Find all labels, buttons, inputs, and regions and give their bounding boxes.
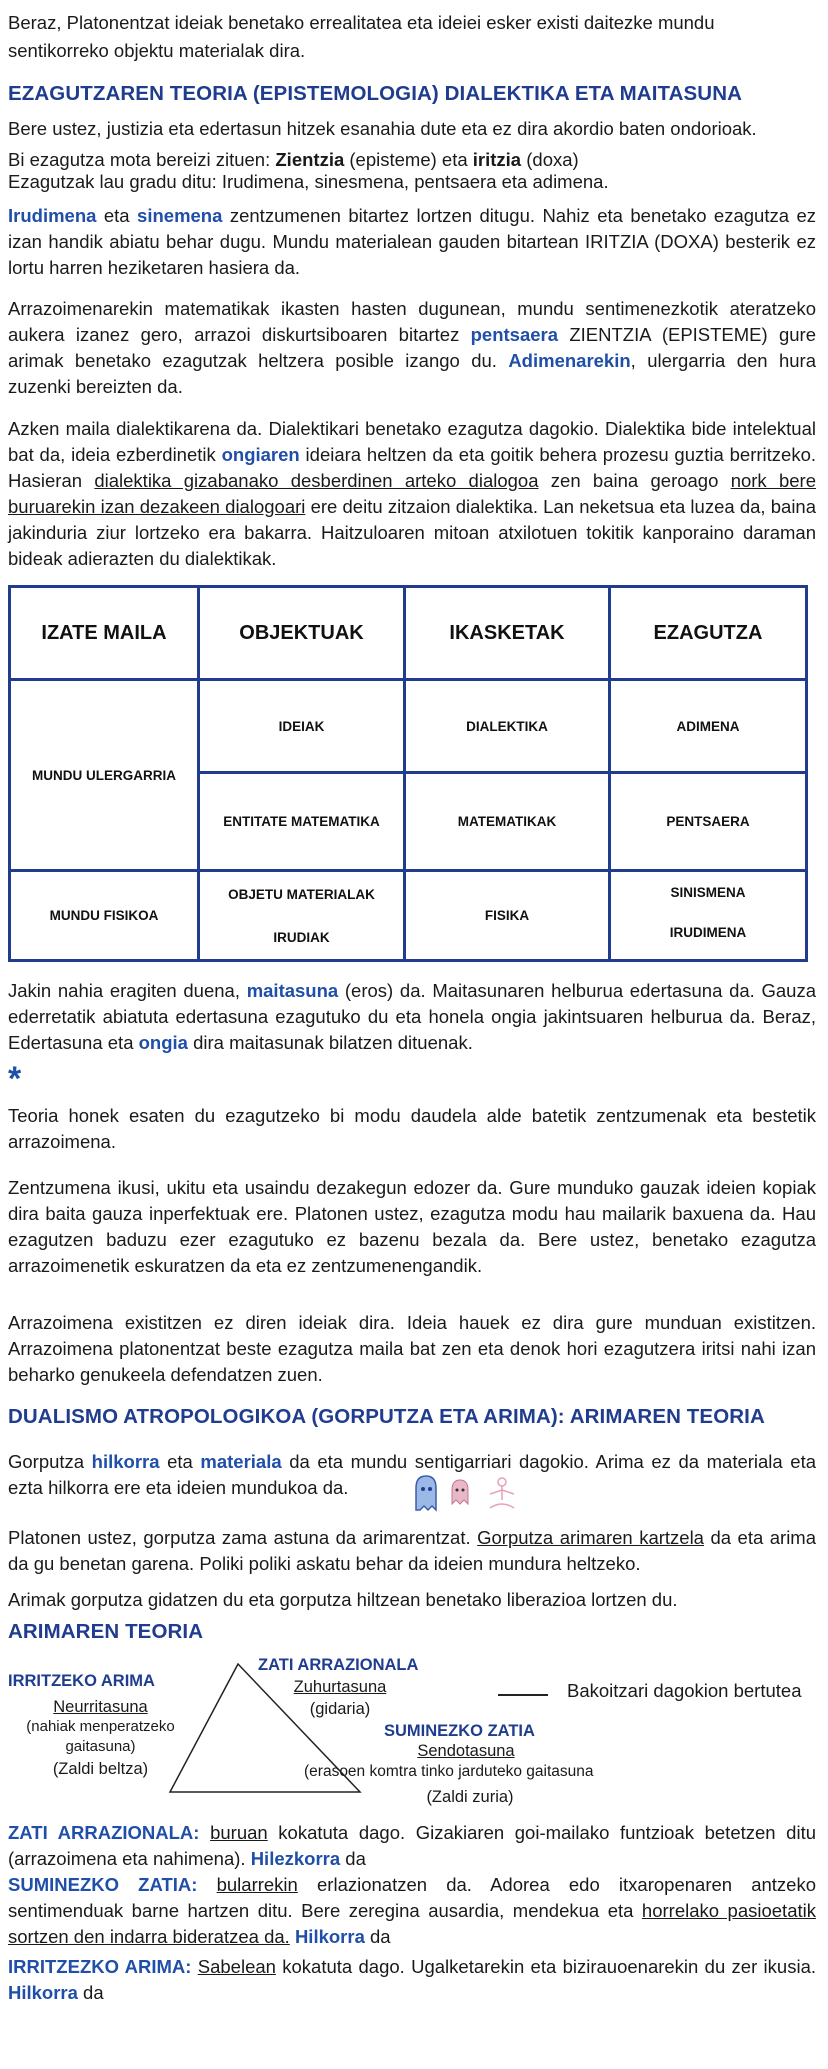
zaldi-beltza-label: (Zaldi beltza): [52, 1760, 149, 1778]
table-header: IKASKETAK: [449, 621, 565, 644]
gorputza-paragraph: Gorputza hilkorra eta materiala da eta mundu sentigarriari dagokio. Arima ez da materiala eta ezta hilkorra ere eta ideien mundukoa da.: [8, 1451, 816, 1498]
table-cell: MUNDU FISIKOA: [49, 908, 159, 923]
table-cell: ADIMENA: [676, 718, 740, 734]
suminezko-zatia-label: SUMINEZKO ZATIA: [384, 1722, 535, 1740]
zuhurtasuna-label: Zuhurtasuna: [293, 1678, 387, 1696]
ghost-icon: [416, 1476, 436, 1510]
table-cell: MUNDU ULERGARRIA: [32, 767, 176, 783]
justice-paragraph: Bere ustez, justizia eta edertasun hitzek esanahia dute eta ez dira akordio baten ondorioak.: [8, 118, 757, 139]
nahiak-label: (nahiak menperatzeko: [26, 1718, 175, 1735]
knowledge-levels-table: [8, 585, 808, 962]
intro-line-2: sentikorreko objektu materialak dira.: [8, 40, 306, 61]
table-header: EZAGUTZA: [653, 621, 763, 644]
table-cell: IRUDIAK: [273, 930, 330, 945]
table-cell: IDEIAK: [278, 718, 325, 734]
zati-arrazionala-paragraph: ZATI ARRAZIONALA: buruan kokatuta dago. Gizakiaren goi-mailako funtzioak betetzen ditu (arrazoimena eta nahimena). Hilezkorra da: [8, 1822, 817, 1869]
epistemology-heading: EZAGUTZAREN TEORIA (EPISTEMOLOGIA) DIALEKTIKA ETA MAITASUNA: [8, 82, 742, 105]
neurritasuna-label: Neurritasuna: [53, 1698, 148, 1716]
table-cell: PENTSAERA: [666, 814, 750, 829]
suminezko-zatia-paragraph: SUMINEZKO ZATIA: bularrekin erlazionatzen da. Adorea edo itxaropenaren antzeko sentimenduak barne hartzen ditu. Bere zeregina ausardia, mendekua eta horrelako pasioetatik sortzen den indarra bideratzea da. Hilkorra da: [8, 1874, 817, 1947]
asterisk-mark: *: [8, 1060, 22, 1098]
knowledge-types-line: Bi ezagutza mota bereizi zituen: Zientzia (episteme) eta iritzia (doxa): [8, 149, 579, 170]
dualismo-heading: DUALISMO ATROPOLOGIKOA (GORPUTZA ETA ARIMA): ARIMAREN TEORIA: [8, 1405, 765, 1428]
pink-ghost-icon: [452, 1480, 468, 1504]
bertutea-label: Bakoitzari dagokion bertutea: [567, 1680, 802, 1701]
table-cell: MATEMATIKAK: [457, 814, 557, 829]
irritzeko-arima-label: IRRITZEKO ARIMA: [8, 1672, 155, 1690]
irudimena-paragraph: Irudimena eta sinemena zentzumenen bitartez lortzen ditugu. Nahiz eta benetako ezagutza ez izan handik abiatu behar dugu. Mundu materialean gauden bitartean IRITZIA (DOXA) besterik ez lortu harren heziketaren hasiera da.: [8, 205, 816, 278]
table-cell: SINISMENA: [670, 884, 746, 900]
kartzela-paragraph: Platonen ustez, gorputza zama astuna da arimarentzat. Gorputza arimaren kartzela da eta arima da gu benetan garena. Poliki poliki askatu behar da ideien mundura heltzeko.: [8, 1527, 817, 1574]
theory-paragraph-3: Arrazoimena existitzen ez diren ideiak dira. Ideia hauek ez dira gure munduan existitzen. Arrazoimena platonentzat beste ezagutza maila bat zen eta denok hori ezagutzera iritsi nahi izan beharko genukeela defendatzen zuen.: [8, 1312, 816, 1385]
table-header: IZATE MAILA: [41, 621, 167, 644]
table-header: OBJEKTUAK: [239, 621, 364, 644]
zati-arrazionala-label: ZATI ARRAZIONALA: [258, 1656, 419, 1674]
liberazioa-line: Arimak gorputza gidatzen du eta gorputza hiltzean benetako liberazioa lortzen du.: [8, 1589, 678, 1610]
intro-line-1: Beraz, Platonentzat ideiak benetako errealitatea eta ideiei esker existi daitezke mundu: [8, 12, 715, 33]
table-cell: IRUDIMENA: [669, 924, 747, 940]
maitasuna-paragraph: Jakin nahia eragiten duena, maitasuna (eros) da. Maitasunaren helburua edertasuna da. Gauza ederretatik abiatuta edertasuna ezagutuko du eta honela ongia jakintsuaren helburua da. Beraz, Edertasuna eta ongia dira maitasunak bilatzen dituenak.: [8, 980, 817, 1053]
irritzezko-arima-paragraph: IRRITZEZKO ARIMA: Sabelean kokatuta dago. Ugalketarekin eta bizirauoenarekin du zer ikusia. Hilkorra da: [8, 1956, 816, 2003]
erasoen-label: (erasoen komtra tinko jarduteko gaitasuna: [304, 1763, 594, 1780]
table-cell: FISIKA: [484, 908, 530, 923]
zaldi-zuria-label: (Zaldi zuria): [426, 1788, 514, 1806]
pentsaera-paragraph: Arrazoimenarekin matematikak ikasten hasten dugunean, mundu sentimenezkotik ateratzeko aukera izanez gero, arrazoi diskurtsiboaren bitartez pentsaera ZIENTZIA (EPISTEME) gure arimak benetako ezagutzak heltzera posible izango du. Adimenarekin, ulergarria den hura zuzenki bereizten da.: [8, 298, 816, 397]
theory-paragraph-2: Zentzumena ikusi, ukitu eta usaindu dezakegun edozer da. Gure munduko gauzak ideien kopiak dira baita gauza inperfektuak ere. Platonen ustez, ezagutza modu hau mailarik baxuena da. Hau ezagutzen baduzu ezer ezagutuko ez bazenu bezala da. Bere ustez, benetako ezagutza arrazoimenetik eskuratzen da eta ez zentzumenengandik.: [8, 1177, 816, 1276]
dialektika-paragraph: Azken maila dialektikarena da. Dialektikari benetako ezagutza dagokio. Dialektika bide intelektual bat da, ideia ezberdinetik ongiaren ideiara heltzen da eta goitik behera prozesu guztia berritzeko. Hasieran dialektika gizabanako desberdinen arteko dialogoa zen baina geroago nork bere buruarekin izan dezakeen dialogoari ere deitu zitzaion dialektika. Lan neketsua eta luzea da, baina jakinduria ziur lortzeko era bakarra. Haitzuloaren mitoan atxilotuen tokitik kanporaino daraman bideak adierazten du dialektikak.: [8, 418, 817, 569]
gaitasuna-label: gaitasuna): [65, 1738, 136, 1755]
divider-line: [498, 1694, 548, 1696]
theory-paragraph-1: Teoria honek esaten du ezagutzeko bi modu daudela alde batetik zentzumenak eta bestetik arrazoimena.: [8, 1105, 816, 1152]
table-cell: DIALEKTIKA: [466, 718, 548, 734]
knowledge-degrees-line: Ezagutzak lau gradu ditu: Irudimena, sinesmena, pentsaera eta adimena.: [8, 171, 609, 192]
meditation-figure-icon: [490, 1478, 514, 1508]
gidaria-label: (gidaria): [309, 1700, 371, 1718]
table-cell: OBJETU MATERIALAK: [228, 886, 375, 902]
sendotasuna-label: Sendotasuna: [417, 1742, 515, 1760]
soul-figures-icon: [410, 1472, 530, 1516]
arimaren-teoria-heading: ARIMAREN TEORIA: [8, 1620, 204, 1643]
table-cell: ENTITATE MATEMATIKA: [223, 814, 380, 829]
